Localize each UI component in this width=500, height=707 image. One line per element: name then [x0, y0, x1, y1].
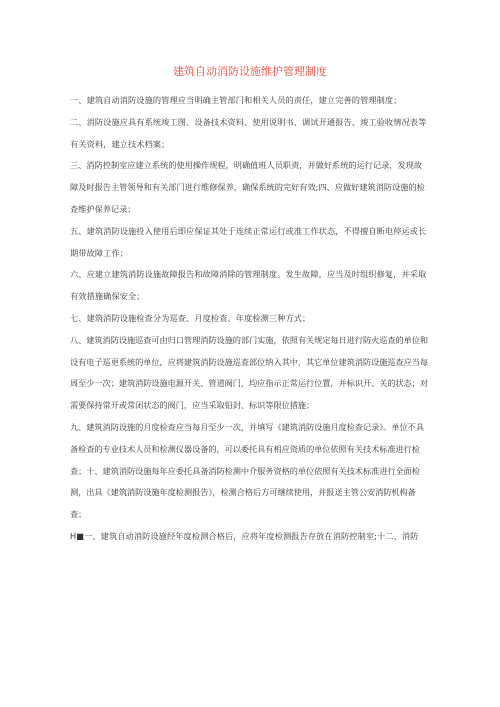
- paragraph-1: 一、建筑自动消防设施的管理应当明确主管部门和相关人员的责任，建立完善的管理制度；: [70, 95, 402, 105]
- paragraph-3: 三、消防控制室应建立系统的使用操作规程，明确值班人员职责，并做好系统的运行记录，发现故障及时报告主管领导和有关部门进行维修保养，确保系统的完好有效;四、应做好建筑消防设施的检查维护保养记录；: [70, 160, 425, 214]
- paragraph-7: 七、建筑消防设施检查分为巡查、月度检查、年度检测三种方式；: [70, 312, 311, 323]
- paragraph-6: 六、应建立建筑消防设施故障报告和故障消除的管理制度。发生故障，应当及时组织修复，并采取有效措施确保安全；: [70, 269, 427, 302]
- paragraph-8: 八、建筑消防设施巡查可由归口管理消防设施的部门实施，依照有关规定每日进行防火巡查的单位和设有电子巡更系统的单位，应将建筑消防设施巡查部位纳入其中，其它单位建筑消防设施巡查应当每周至少一次；建筑消防设施电源开关、管道阀门，均应指示正常运行位置，并标识开、关的状态；对需要保持常开或常闭状态的阀门，应当采取铅封、标识等限位措施；: [70, 334, 429, 411]
- document-body: [70, 90, 430, 548]
- document-title: 建筑自动消防设施维护管理制度: [173, 65, 327, 78]
- paragraph-5: 五、建筑消防设施投入使用后即应保证其处于连续正常运行或准工作状态，不得擅自断电停运或长期带故障工作；: [70, 225, 427, 258]
- paragraph-11: H■一、建筑自动消防设施经年度检测合格后，应将年度检测报告存放在消防控制室;十二、消防: [70, 530, 419, 541]
- paragraph-9: 九、建筑消防设施的月度检查应当每月至少一次，并填写《建筑消防设施月度检查记录》。单位不具备检查的专业技术人员和检测仪器设备的，可以委托具有相应资质的单位依照有关技术标准进行检查；十、建筑消防设施每年应委托具备消防检测中介服务资格的单位依照有关技术标准进行全面检测，出具《建筑消防设施年度检测报告》，检测合格后方可继续使用，并报送主管公安消防机构备查；: [70, 421, 424, 520]
- paragraph-2: 二、消防设施应具有系统竣工图、设备技术资料、使用说明书、调试开通报告、竣工验收情况表等有关资料，建立技术档案；: [70, 116, 427, 149]
